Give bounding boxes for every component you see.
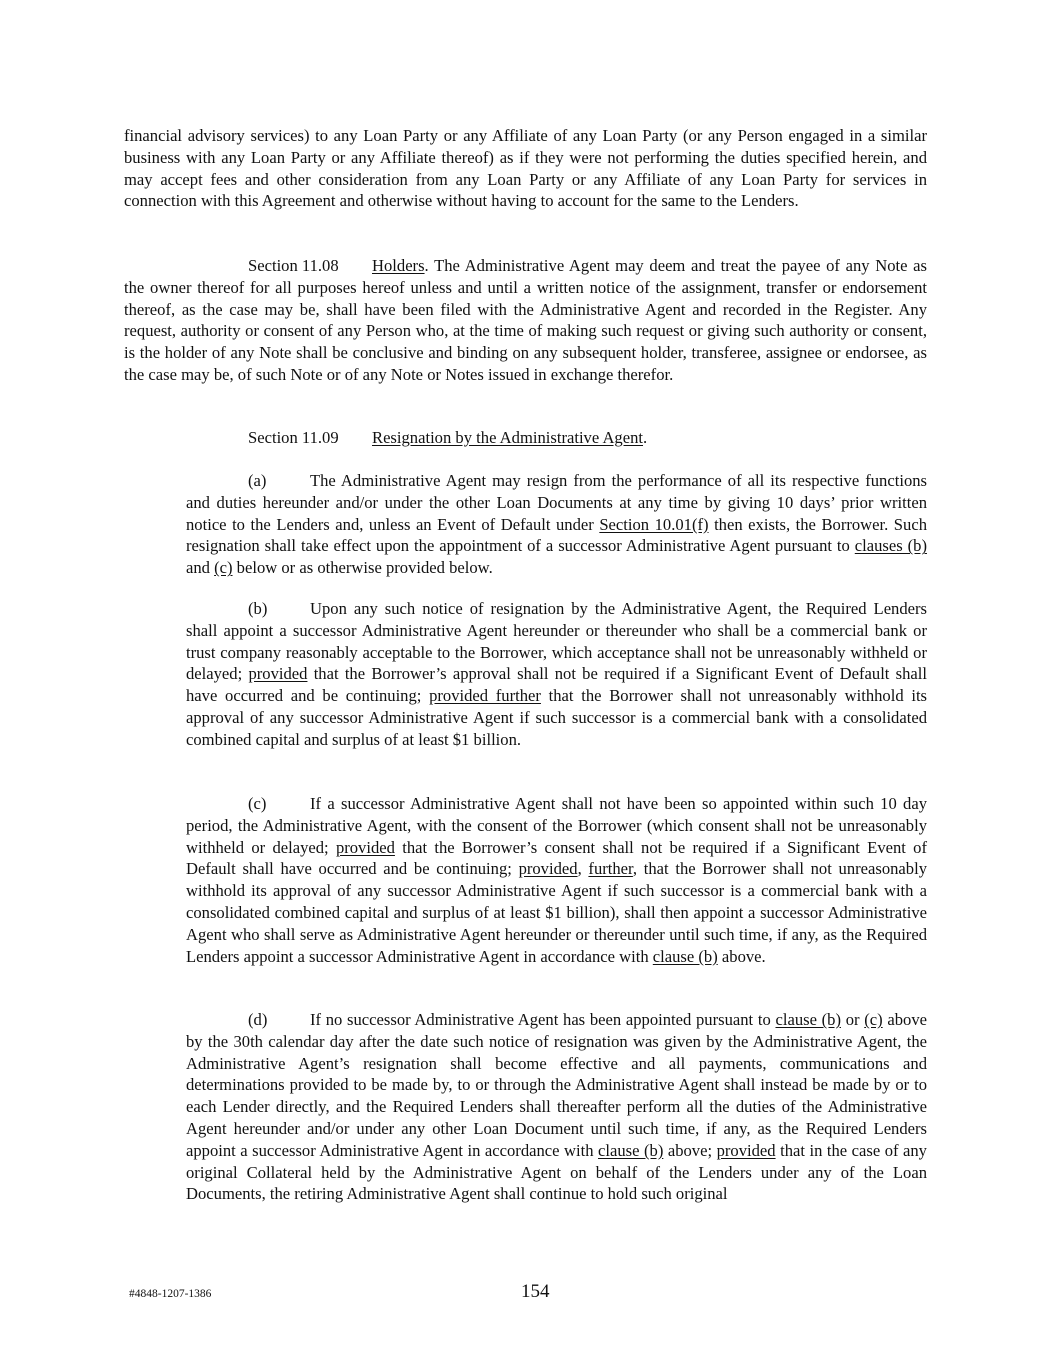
- clause-text: or: [841, 1010, 865, 1029]
- emphasis-term: provided: [248, 664, 308, 684]
- clause-a: [186, 470, 927, 579]
- clause-c: [186, 793, 927, 967]
- clause-text: If a successor Administrative Agent shall not have been so appointed within such 10 day period, the Administrative Agent, with the consent of the Borrower (which consent shall not be unreasonably withheld or delayed;: [186, 794, 927, 857]
- clause-label: (c): [248, 794, 267, 813]
- clause-text: If no successor Administrative Agent has been appointed pursuant to: [310, 1010, 776, 1029]
- cross-reference: clause (b): [775, 1010, 841, 1029]
- section-heading: Holders: [372, 256, 425, 275]
- clause-d: [186, 1009, 927, 1205]
- clause-text: The Administrative Agent may resign from the performance of all its respective functions and duties hereunder and/or under the other Loan Documents at any time by giving 10 days’ prior written notice to the Lenders and, unless an Event of Default under: [186, 471, 927, 534]
- paragraph-text: financial advisory services) to any Loan Party or any Affiliate of any Loan Party (or any Person engaged in a similar business with any Loan Party or any Affiliate thereof) as if they were not performing the duties specified herein, and may accept fees and other consideration from any Loan Party or any Affiliate of any Loan Party for services in connection with this Agreement and otherwise without having to account for the same to the Lenders.: [124, 126, 927, 211]
- section-heading-punct: .: [643, 428, 648, 447]
- clause-text: and: [186, 558, 215, 578]
- clause-text: ,: [577, 859, 589, 879]
- section-11-09: [124, 427, 927, 449]
- paragraph-continued: [124, 125, 927, 212]
- clause-text: above by the 30th calendar day after the date such notice of resignation was given by the Administrative Agent, the Administrative Agent’s resignation shall become effective and all payments, communications and determinations provided to be made by, to or through the Administrative Agent shall instead be made by or to each Lender directly, and the Required Lenders shall thereafter perform all the duties of the Administrative Agent hereunder and/or under any other Loan Document until such time, if any, as the Required Lenders appoint a successor Administrative Agent in accordance with: [186, 1010, 927, 1160]
- section-heading-punct: .: [424, 256, 429, 275]
- emphasis-term: provided: [716, 1140, 776, 1160]
- emphasis-term: provided: [335, 837, 395, 857]
- clause-text: above;: [663, 1140, 717, 1160]
- clause-text: that the Borrower shall not unreasonably withhold its approval of any successor Administrative Agent if such successor is a commercial bank with a consolidated combined capital and surplus of at least $1 billion.: [186, 686, 928, 749]
- section-number: Section 11.08: [248, 256, 339, 275]
- clause-text: that in the case of any original Collateral held by the Administrative Agent on behalf of the Lenders under any of the Loan Documents, the retiring Administrative Agent shall continue to hold such original: [186, 1140, 927, 1204]
- clause-label: (d): [248, 1010, 268, 1029]
- cross-reference: clause (b): [652, 946, 718, 966]
- emphasis-term: further: [588, 859, 633, 879]
- clause-text: then exists, the Borrower. Such resignation shall take effect upon the appointment of a successor Administrative Agent pursuant to: [186, 514, 927, 556]
- cross-reference: (c): [864, 1010, 883, 1029]
- clause-text: , that the Borrower shall not unreasonably withhold its approval of any successor Administrative Agent if such successor is a commercial bank with a consolidated combined capital and surplus of at least $1 billion), shall then appoint a successor Administrative Agent who shall serve as Administrative Agent hereunder or thereunder until such time, if any, as the Required Lenders appoint a successor Administrative Agent in accordance with: [186, 859, 928, 966]
- clause-label: (b): [248, 599, 268, 618]
- document-id: #4848-1207-1386: [129, 1288, 212, 1300]
- section-body: The Administrative Agent may deem and treat the payee of any Note as the owner thereof for all purposes hereof unless and until a written notice of the assignment, transfer or endorsement thereof, as the case may be, shall have been filed with the Administrative Agent and recorded in the Register. Any request, authority or consent of any Person who, at the time of making such request or giving such authority or consent, is the holder of any Note shall be conclusive and binding on any subsequent holder, transferee, assignee or endorsee, as the case may be, of such Note or of any Note or Notes issued in exchange therefor.: [124, 256, 927, 384]
- cross-reference: clauses (b): [854, 536, 927, 556]
- clause-label: (a): [248, 471, 267, 490]
- cross-reference: (c): [214, 558, 233, 578]
- clause-text: above.: [717, 946, 766, 966]
- emphasis-term: provided: [518, 859, 578, 879]
- section-heading: Resignation by the Administrative Agent: [372, 428, 644, 447]
- emphasis-term: provided further: [429, 686, 541, 706]
- section-11-08: [124, 255, 927, 386]
- cross-reference: Section 10.01(f): [599, 514, 709, 534]
- cross-reference: clause (b): [598, 1140, 664, 1160]
- clause-text: that the Borrower’s consent shall not be required if a Significant Event of Default shall have occurred and be continuing;: [186, 837, 927, 879]
- page-number: 154: [521, 1281, 550, 1302]
- clause-text: below or as otherwise provided below.: [232, 558, 493, 578]
- clause-text: that the Borrower’s approval shall not be required if a Significant Event of Default shall have occurred and be continuing;: [186, 664, 927, 706]
- clause-b: [186, 598, 927, 751]
- section-number: Section 11.09: [248, 428, 339, 447]
- clause-text: Upon any such notice of resignation by the Administrative Agent, the Required Lenders shall appoint a successor Administrative Agent hereunder or thereunder who shall be a commercial bank or trust company reasonably acceptable to the Borrower, which acceptance shall not be unreasonably withheld or delayed;: [186, 599, 927, 684]
